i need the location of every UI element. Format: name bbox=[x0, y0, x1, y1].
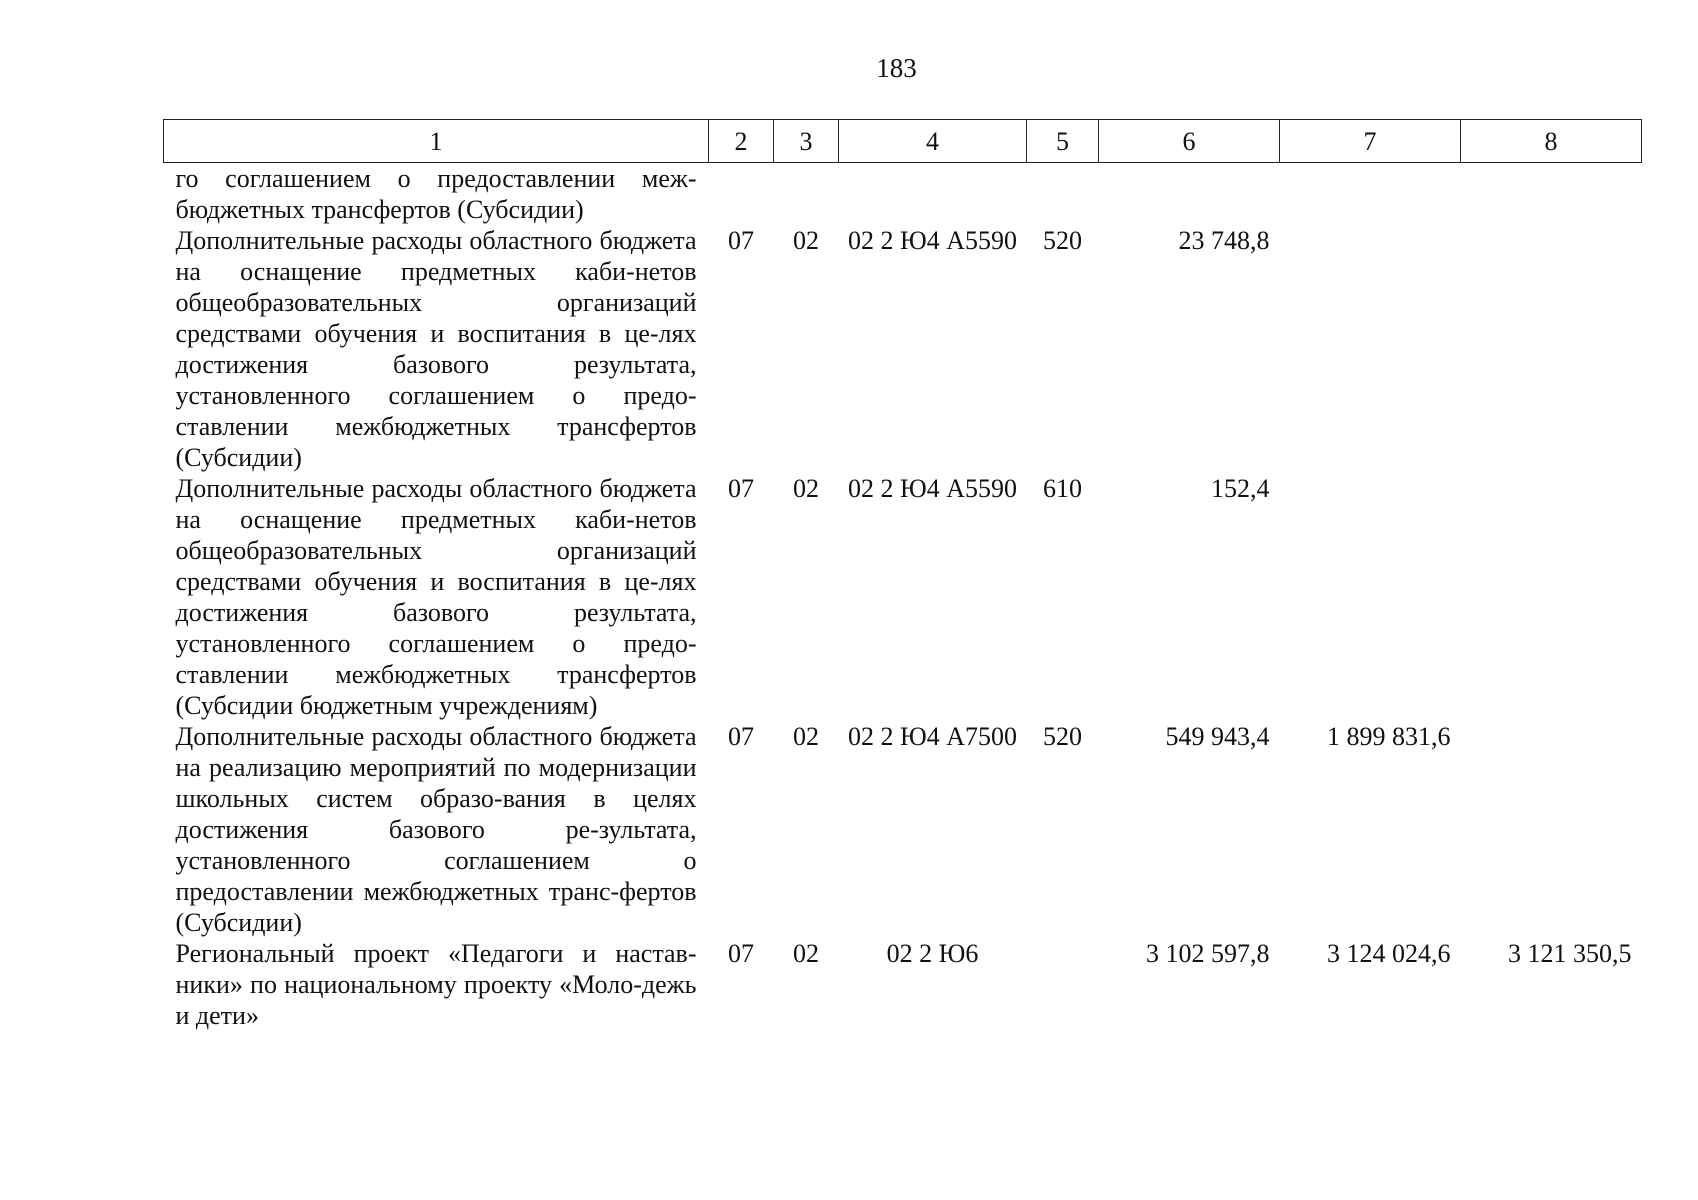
cell-amount-7 bbox=[1280, 225, 1461, 473]
cell-target-code: 02 2 Ю4 А7500 bbox=[848, 722, 1017, 751]
cell-amount-6: 152,4 bbox=[1211, 474, 1270, 503]
table-body bbox=[164, 163, 1642, 1032]
row-name: го соглашением о предоставлении меж-бюджетных трансфертов (Субсидии) bbox=[175, 164, 697, 224]
column-header-4: 4 bbox=[839, 120, 1027, 163]
table-row bbox=[164, 225, 1642, 473]
table-row bbox=[164, 721, 1642, 938]
cell-target-code: 02 2 Ю4 А5590 bbox=[848, 226, 1017, 255]
cell-amount-8 bbox=[1461, 473, 1642, 721]
row-name: Дополнительные расходы областного бюджета на оснащение предметных каби-нетов общеобразовательных организаций средствами обучения и воспитания в це-лях достижения базового результата, установленного соглашением о предо-ставлении межбюджетных трансфертов (Субсидии) bbox=[175, 226, 697, 472]
row-name: Дополнительные расходы областного бюджета на оснащение предметных каби-нетов общеобразовательных организаций средствами обучения и воспитания в це-лях достижения базового результата, установленного соглашением о предо-ставлении межбюджетных трансфертов (Субсидии бюджетным учреждениям) bbox=[175, 474, 697, 720]
cell-amount-7: 1 899 831,6 bbox=[1327, 722, 1451, 751]
cell-target-code: 02 2 Ю6 bbox=[886, 939, 979, 968]
header-row bbox=[164, 120, 1642, 163]
cell-amount-6: 3 102 597,8 bbox=[1146, 939, 1270, 968]
cell-amount-7 bbox=[1280, 163, 1461, 226]
cell-amount-6 bbox=[1099, 163, 1280, 226]
cell-amount-8 bbox=[1461, 721, 1642, 938]
column-header-5: 5 bbox=[1027, 120, 1099, 163]
column-header-2: 2 bbox=[709, 120, 774, 163]
cell-amount-7 bbox=[1280, 473, 1461, 721]
cell-amount-8: 3 121 350,5 bbox=[1508, 939, 1632, 968]
cell-expense-type: 520 bbox=[1043, 226, 1082, 255]
cell-subsection: 02 bbox=[793, 939, 819, 968]
column-header-8: 8 bbox=[1461, 120, 1642, 163]
row-name: Региональный проект «Педагоги и настав-ники» по национальному проекту «Моло-дежь и дети» bbox=[175, 939, 697, 1030]
table-row bbox=[164, 473, 1642, 721]
cell-expense-type: 520 bbox=[1043, 722, 1082, 751]
budget-table bbox=[163, 119, 1642, 1031]
cell-section bbox=[709, 163, 774, 226]
cell-subsection bbox=[774, 163, 839, 226]
cell-amount-8 bbox=[1461, 225, 1642, 473]
cell-target-code: 02 2 Ю4 А5590 bbox=[848, 474, 1017, 503]
cell-expense-type bbox=[1027, 938, 1099, 1031]
cell-expense-type: 610 bbox=[1043, 474, 1082, 503]
cell-amount-6: 549 943,4 bbox=[1165, 722, 1270, 751]
column-header-6: 6 bbox=[1099, 120, 1280, 163]
cell-subsection: 02 bbox=[793, 474, 819, 503]
cell-expense-type bbox=[1027, 163, 1099, 226]
column-header-3: 3 bbox=[774, 120, 839, 163]
cell-subsection: 02 bbox=[793, 226, 819, 255]
column-header-7: 7 bbox=[1280, 120, 1461, 163]
cell-subsection: 02 bbox=[793, 722, 819, 751]
cell-amount-8 bbox=[1461, 163, 1642, 226]
cell-section: 07 bbox=[728, 474, 754, 503]
cell-amount-6: 23 748,8 bbox=[1178, 226, 1270, 255]
table-header bbox=[164, 120, 1642, 163]
table-row bbox=[164, 163, 1642, 226]
cell-target-code bbox=[839, 163, 1027, 226]
page-number: 183 bbox=[876, 53, 917, 83]
row-name: Дополнительные расходы областного бюджета на реализацию мероприятий по модернизации школьных систем образо-вания в целях достижения базового ре-зультата, установленного соглашением о предоставлении межбюджетных транс-фертов (Субсидии) bbox=[175, 722, 697, 937]
table-row bbox=[164, 938, 1642, 1031]
cell-amount-7: 3 124 024,6 bbox=[1327, 939, 1451, 968]
cell-section: 07 bbox=[728, 939, 754, 968]
cell-section: 07 bbox=[728, 226, 754, 255]
column-header-1: 1 bbox=[164, 120, 709, 163]
cell-section: 07 bbox=[728, 722, 754, 751]
